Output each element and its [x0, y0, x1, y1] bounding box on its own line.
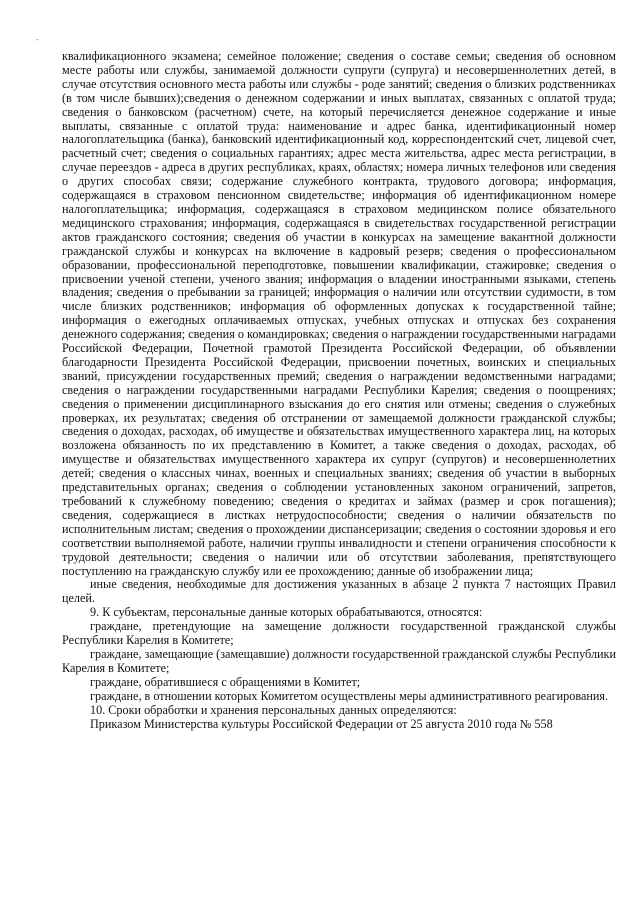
paragraph-personal-data-list: квалификационного экзамена; семейное положение; сведения о составе семьи; сведения об основном месте работы или службы, занимаемой должности супруги (супруга) и несовершеннолетних детей, в случае отсутствия основного места работы или службы - роде занятий; сведения о близких родственниках (в том числе бывших);сведения о денежном содержании и иных выплатах, связанных с оплатой труда; сведения о банковском (расчетном) счете, на который перечисляется денежное содержание и иные выплаты, связанные с оплатой труда: наименование и адрес банка, идентификационный номер налогоплательщика (банка), банковский идентификационный код, корреспондентский счет, лицевой счет, расчетный счет; сведения о социальных гарантиях; адрес места жительства, адрес места регистрации, в случае переездов - адреса в других республиках, краях, областях; номера личных телефонов или сведения о других способах связи; содержание служебного контракта, трудового договора; информация, содержащаяся в страховом пенсионном свидетельстве; информация об идентификационном номере налогоплательщика; информация, содержащаяся в страховом медицинском полисе обязательного медицинского страхования; информация, содержащаяся в свидетельствах государственной регистрации актов гражданского состояния; сведения об участии в конкурсах на замещение вакантной должности гражданской службы и конкурсах на включение в кадровый резерв; сведения о профессиональном образовании, профессиональной переподготовке, повышении квалификации, стажировке; сведения о присвоении ученой степени, ученого звания; информация о владении иностранными языками, степень владения; сведения о пребывании за границей; информация о наличии или отсутствии судимости, в том числе близких родственников; информация об оформленных допусках к государственной тайне; информация о ежегодных оплачиваемых отпусках, учебных отпусках и отпусках без сохранения денежного содержания; сведения о командировках; сведения о награждении государственными наградами Российской Федерации, Почетной грамотой Президента Российской Федерации, об объявлении благодарности Президента Российской Федерации, присвоении почетных, воинских и специальных званий, присуждении государственных премий; сведения о награждении ведомственными наградами; сведения о награждении государственными наградами Республики Карелия; сведения о поощрениях; сведения о применении дисциплинарного взыскания до его снятия или отмены; сведения о служебных проверках, их результатах; сведения об отстранении от замещаемой должности гражданской службы; сведения о доходах, расходах, об имуществе и обязательствах имущественного характера лиц, на которых возложена обязанность по их представлению в Комитет, а также сведения о доходах, расходах, об имуществе и обязательствах имущественного характера их супруг (супругов) и несовершеннолетних детей; сведения о классных чинах, военных и специальных званиях; сведения об участии в выборных представительных органах; сведения о соблюдении установленных законом ограничений, запретов, требований к служебному поведению; сведения о кредитах и займах (размер и срок погашения); сведения, содержащиеся в листках нетрудоспособности; сведения о наличии обязательств по исполнительным листам; сведения о прохождении диспансеризации; сведения о состоянии здоровья и его соответствии выполняемой работе, наличии группы инвалидности и степени ограничения способности к трудовой деятельности; сведения о наличии или об отсутствии заболевания, препятствующего поступлению на гражданскую службу или ее прохождению; данные об изображении лица;	[62, 49, 616, 578]
paragraph-subject-administrative: граждане, в отношении которых Комитетом осуществлены меры административного реагирования.	[90, 688, 609, 703]
paragraph-item-9: 9. К субъектам, персональные данные которых обрабатываются, относятся:	[90, 605, 483, 620]
paragraph-subject-applicants: граждане, претендующие на замещение должности государственной гражданской службы Республики Карелия в Комитете;	[62, 619, 616, 648]
paragraph-subject-appeals: граждане, обратившиеся с обращениями в Комитет;	[90, 674, 361, 689]
paragraph-ministry-order: Приказом Министерства культуры Российской Федерации от 25 августа 2010 года № 558	[90, 716, 553, 731]
page-mark: -	[36, 34, 39, 44]
paragraph-item-10: 10. Сроки обработки и хранения персональных данных определяются:	[90, 702, 457, 717]
document-body	[62, 50, 616, 731]
paragraph-other-info: иные сведения, необходимые для достижения указанных в абзаце 2 пункта 7 настоящих Правил целей.	[62, 577, 616, 606]
paragraph-subject-employees: граждане, замещающие (замещавшие) должности государственной гражданской службы Республики Карелия в Комитете;	[62, 646, 616, 675]
